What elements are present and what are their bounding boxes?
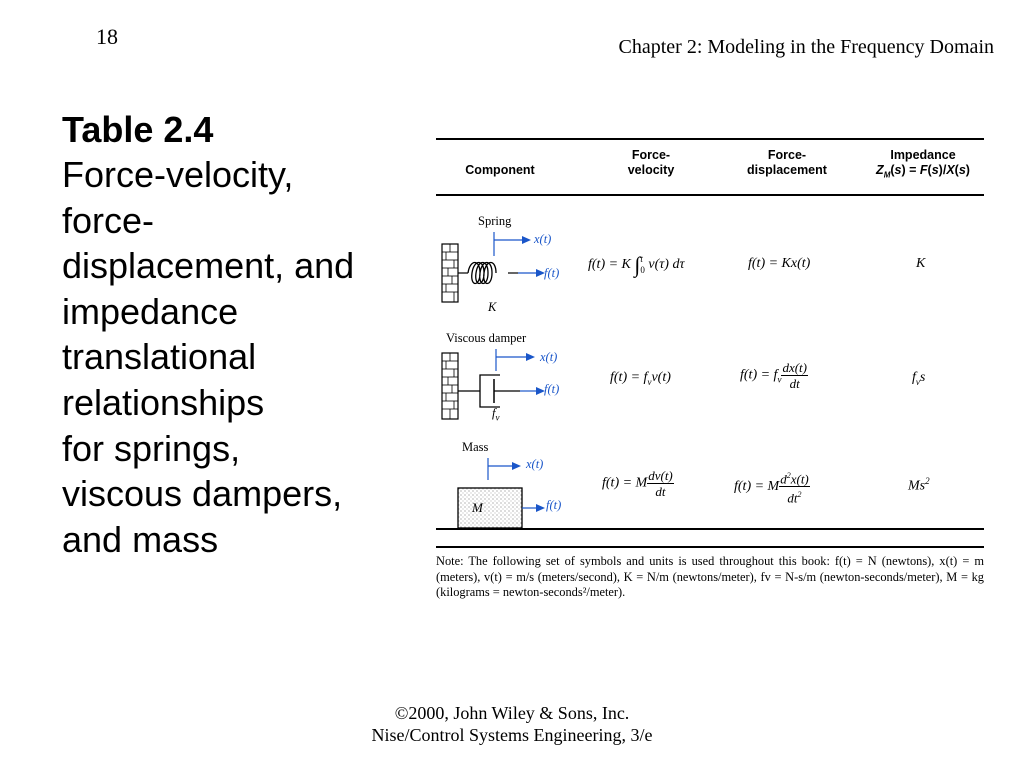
damper-label: Viscous damper <box>446 331 527 345</box>
table-top-rule <box>436 138 984 140</box>
damper-force-velocity: $f(t) = f_vv(t)$ <box>610 370 671 387</box>
caption-line: viscous dampers, <box>62 473 343 515</box>
damper-f-signal: f(t) <box>544 382 560 396</box>
mass-label: Mass <box>462 440 489 454</box>
caption-line: force- <box>62 199 155 241</box>
table-header-rule <box>436 194 984 196</box>
header-force-velocity: Force- velocity <box>627 148 675 177</box>
mass-force-velocity: f(t) = M $\frac{dv(t)}{dt}$ <box>602 468 673 499</box>
spring-label: Spring <box>478 214 512 228</box>
mass-x-signal: x(t) <box>526 457 544 471</box>
mass-f-signal: f(t) <box>546 498 562 512</box>
table-caption <box>62 108 442 562</box>
damper-x-signal: x(t) <box>540 350 558 364</box>
chapter-title: Chapter 2: Modeling in the Frequency Domain <box>618 36 994 58</box>
caption-line: Force-velocity, <box>62 154 294 195</box>
spring-impedance: K <box>916 256 926 271</box>
damper-impedance: $f_vs$ <box>912 370 926 387</box>
spring-force-velocity: f(t) = K ∫t 0 v(τ) dτ <box>588 252 685 277</box>
damper-force-displacement: $f(t) = f_v$ $\frac{dx(t)}{dt}$ <box>740 360 807 391</box>
header-impedance: Impedance $Z_M(s) = F(s)/X(s)$ <box>876 148 970 180</box>
units-note: Note: The following set of symbols and units is used throughout this book: f(t) = N (newtons), x(t) = m (meters), v(t) = m/s (meters/second), K = N/m (newtons/meter), fv = N-s/m (newton-seconds/meter), M = kg (kilograms = newton-seconds²/meter). <box>436 554 984 599</box>
caption-line: displacement, and <box>62 245 355 287</box>
footer <box>0 702 1024 746</box>
caption-line: translational <box>62 336 257 378</box>
impedance-table <box>436 136 984 606</box>
header-force-displacement: Force- displacement <box>747 148 827 177</box>
page-number: 18 <box>96 24 118 49</box>
damper-symbol: $f_v$ <box>492 406 500 423</box>
book-line: Nise/Control Systems Engineering, 3/e <box>371 725 653 745</box>
caption-line: impedance <box>62 290 239 332</box>
table-bottom-rule <box>436 546 984 548</box>
table-label: Table 2.4 <box>62 109 214 150</box>
spring-f-signal: f(t) <box>544 266 560 280</box>
impedance-formula: $Z_M(s) = F(s)/X(s)$ <box>876 163 970 180</box>
mass-diagram <box>436 454 576 534</box>
caption-line: for springs, <box>62 427 241 469</box>
header-component: Component <box>465 163 535 177</box>
mass-force-displacement: f(t) = M $\frac{d^2x(t)}{dt^2}$ <box>734 468 810 506</box>
spring-symbol: K <box>488 300 497 314</box>
spring-force-displacement: f(t) = Kx(t) <box>748 256 811 271</box>
spring-x-signal: x(t) <box>534 232 552 246</box>
mass-symbol: M <box>472 500 483 515</box>
caption-line: and mass <box>62 518 219 560</box>
copyright-line: ©2000, John Wiley & Sons, Inc. <box>394 703 630 723</box>
caption-line: relationships <box>62 381 265 423</box>
mass-impedance: Ms$^2$ <box>908 476 930 494</box>
